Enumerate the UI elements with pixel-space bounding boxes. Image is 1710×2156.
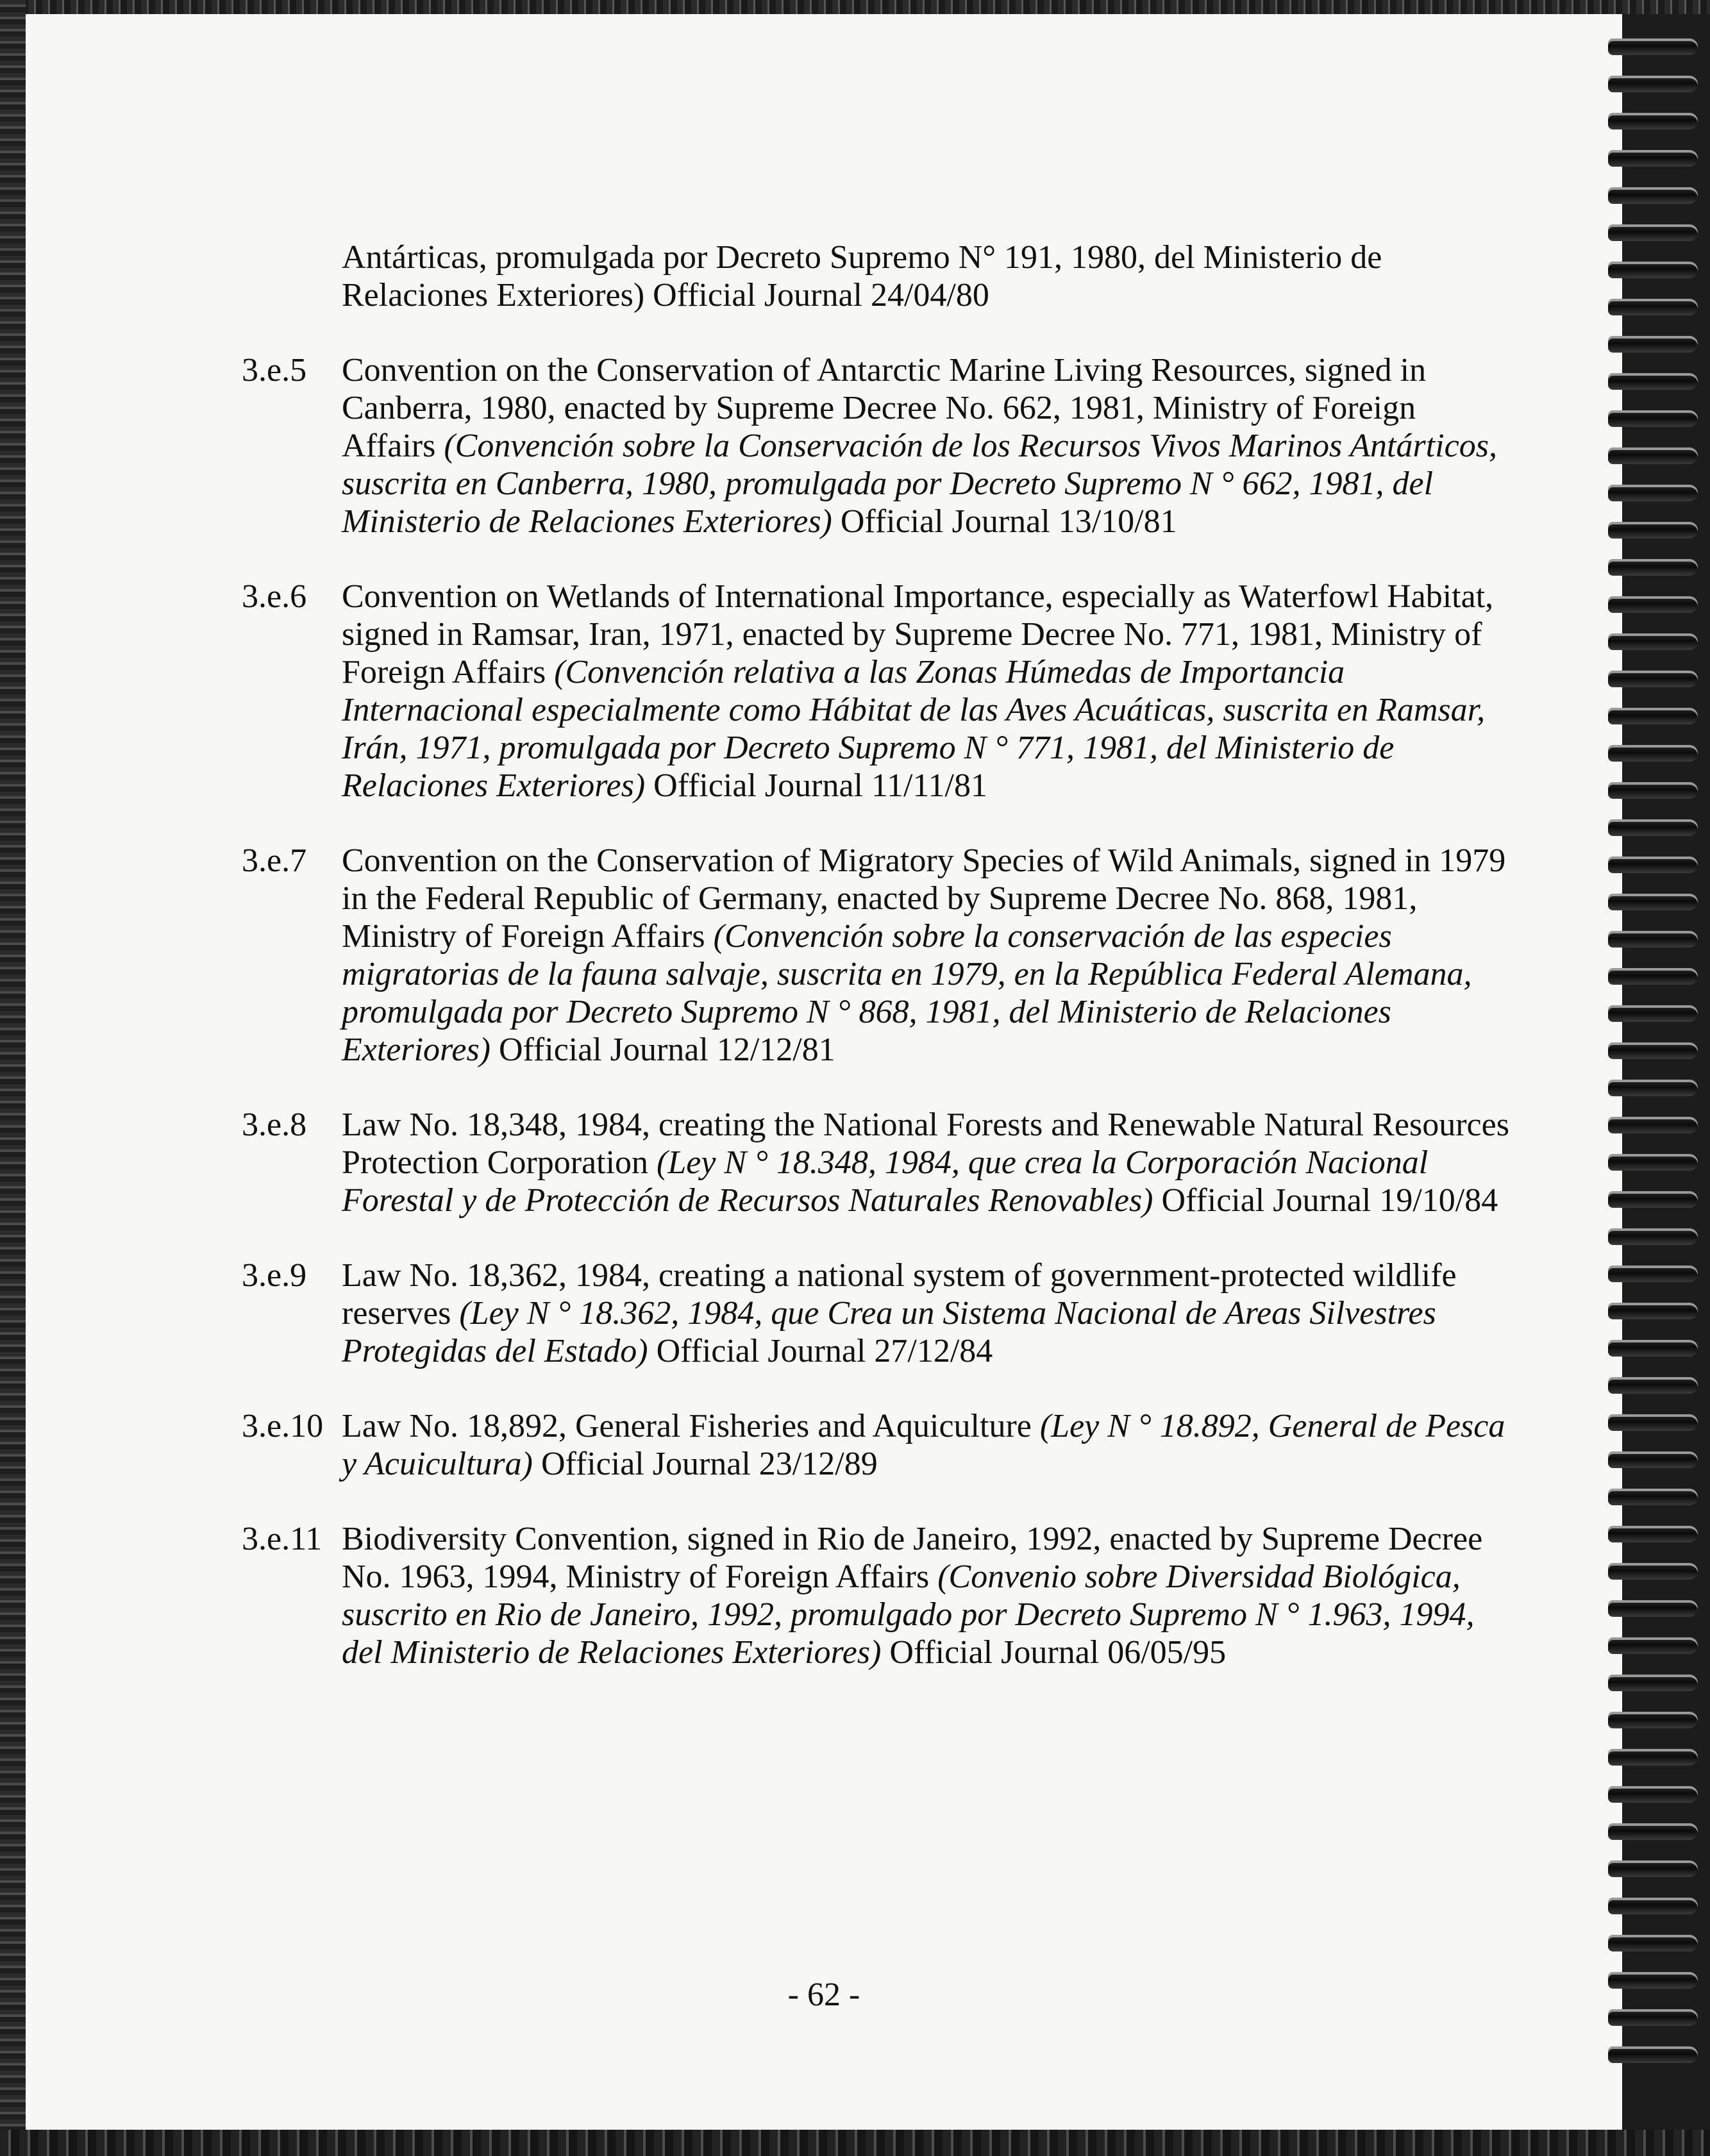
spiral-coil	[1608, 559, 1698, 576]
spiral-coil	[1608, 1637, 1698, 1654]
paper-sheet	[26, 14, 1622, 2130]
spiral-coil	[1608, 1898, 1698, 1914]
spiral-coil	[1608, 1005, 1698, 1022]
spiral-coil	[1608, 1675, 1698, 1691]
spiral-coil	[1608, 1823, 1698, 1840]
spiral-coil	[1608, 1414, 1698, 1431]
item-number: 3.e.7	[242, 842, 307, 879]
item-journal: Official Journal 12/12/81	[490, 1032, 835, 1068]
spiral-coil	[1608, 1712, 1698, 1728]
item-spanish: (Ley N ° 18.892, General de Pesca y Acuicultura)	[342, 1408, 1505, 1482]
item-english: Convention on the Conservation of Migratory Species of Wild Animals, signed in 1979 in the Federal Republic of Germany, enacted by Supreme Decree No. 868, 1981, Ministry of Foreign Affairs	[342, 842, 1506, 955]
list-item	[242, 1407, 1511, 1483]
item-text	[342, 1407, 1511, 1483]
item-spanish: (Convención sobre la conservación de las especies migratorias de la fauna salvaje, suscrita en 1979, en la República Federal Alemana, promulgada por Decreto Supremo N ° 868, 1981, del Ministerio de Relaciones Exteriores)	[342, 918, 1472, 1068]
item-number: 3.e.8	[242, 1107, 307, 1143]
spiral-coil	[1608, 633, 1698, 650]
item-text	[342, 1106, 1511, 1219]
continuation-line-2: Relaciones Exteriores) Official Journal 24/04/80	[342, 277, 989, 313]
spiral-coil	[1608, 1451, 1698, 1468]
spiral-coil	[1608, 150, 1698, 167]
spiral-coil	[1608, 224, 1698, 241]
spiral-coil	[1608, 299, 1698, 315]
page-number: - 62 -	[787, 1976, 860, 2013]
spiral-coil	[1608, 485, 1698, 501]
item-journal: Official Journal 11/11/81	[645, 767, 988, 804]
spiral-coil	[1608, 1042, 1698, 1059]
item-journal: Official Journal 13/10/81	[832, 503, 1177, 540]
spiral-coil	[1608, 1935, 1698, 1951]
item-number: 3.e.11	[242, 1521, 323, 1557]
spiral-coil	[1608, 857, 1698, 873]
spiral-coil	[1608, 1860, 1698, 1877]
spiral-coil	[1608, 1266, 1698, 1282]
spiral-coil	[1608, 1563, 1698, 1580]
spiral-coil	[1608, 1972, 1698, 1989]
spiral-coil	[1608, 1191, 1698, 1208]
item-english: Biodiversity Convention, signed in Rio de Janeiro, 1992, enacted by Supreme Decree No. 1963, 1994, Ministry of Foreign Affairs	[342, 1521, 1483, 1595]
spiral-coil	[1608, 2046, 1698, 2063]
spiral-coil	[1608, 1340, 1698, 1357]
spiral-coil	[1608, 522, 1698, 539]
spiral-coil	[1608, 968, 1698, 985]
item-english: Law No. 18,362, 1984, creating a national system of government-protected wildlife reserves	[342, 1257, 1457, 1332]
spiral-coil	[1608, 1154, 1698, 1171]
spiral-coil	[1608, 410, 1698, 427]
spiral-coil	[1608, 671, 1698, 687]
spiral-coil	[1608, 782, 1698, 799]
item-journal: Official Journal 06/05/95	[881, 1634, 1227, 1671]
list-item	[242, 351, 1511, 540]
spiral-coil	[1608, 262, 1698, 278]
spiral-coil	[1608, 2009, 1698, 2026]
item-spanish: (Ley N ° 18.348, 1984, que crea la Corporación Nacional Forestal y de Protección de Recursos Naturales Renovables)	[342, 1144, 1429, 1219]
spiral-coil	[1608, 1228, 1698, 1245]
item-spanish: (Convención relativa a las Zonas Húmedas de Importancia Internacional especialmente como Hábitat de las Aves Acuáticas, suscrita en Ramsar, Irán, 1971, promulgada por Decreto Supremo N ° 771, 1981, del Ministerio de Relaciones Exteriores)	[342, 654, 1486, 804]
spiral-coil	[1608, 819, 1698, 836]
spiral-coil	[1608, 894, 1698, 910]
item-number: 3.e.5	[242, 352, 307, 389]
spiral-coil	[1608, 76, 1698, 92]
item-english: Law No. 18,348, 1984, creating the National Forests and Renewable Natural Resources Protection Corporation	[342, 1107, 1509, 1181]
spiral-coil	[1608, 1786, 1698, 1803]
spiral-coil	[1608, 1600, 1698, 1617]
scan-edge-top	[0, 0, 1710, 14]
spiral-coil	[1608, 708, 1698, 724]
spiral-coil	[1608, 187, 1698, 204]
spiral-coil	[1608, 336, 1698, 353]
spiral-coil	[1608, 1489, 1698, 1505]
item-text	[342, 1257, 1511, 1370]
spiral-coil	[1608, 1080, 1698, 1096]
list-item	[242, 578, 1511, 805]
spiral-coil	[1608, 113, 1698, 130]
spiral-binding	[1597, 38, 1710, 2128]
spiral-coil	[1608, 373, 1698, 390]
list-item	[242, 1257, 1511, 1370]
scan-edge-left	[0, 0, 26, 2156]
item-spanish: (Convención sobre la Conservación de los Recursos Vivos Marinos Antárticos, suscrita en Canberra, 1980, promulgada por Decreto Supremo N ° 662, 1981, del Ministerio de Relaciones Exteriores)	[342, 428, 1497, 540]
spiral-coil	[1608, 596, 1698, 613]
spiral-coil	[1608, 1526, 1698, 1542]
scan-edge-bottom	[0, 2130, 1710, 2156]
spiral-coil	[1608, 38, 1698, 55]
spiral-coil	[1608, 1303, 1698, 1319]
spiral-coil	[1608, 1117, 1698, 1133]
item-english: Law No. 18,892, General Fisheries and Aquiculture	[342, 1408, 1040, 1444]
list-item	[242, 842, 1511, 1069]
item-number: 3.e.10	[242, 1408, 324, 1444]
item-text	[342, 1520, 1511, 1671]
item-english: Convention on the Conservation of Antarctic Marine Living Resources, signed in Canberra, 1980, enacted by Supreme Decree No. 662, 1981, Ministry of Foreign Affairs	[342, 352, 1427, 464]
item-number: 3.e.9	[242, 1257, 307, 1294]
item-journal: Official Journal 19/10/84	[1153, 1182, 1498, 1219]
spiral-coil	[1608, 1377, 1698, 1394]
item-spanish: (Convenio sobre Diversidad Biológica, suscrito en Rio de Janeiro, 1992, promulgado por Decreto Supremo N ° 1.963, 1994, del Ministerio de Relaciones Exteriores)	[342, 1559, 1475, 1671]
continuation-paragraph	[342, 238, 1511, 314]
spiral-coil	[1608, 931, 1698, 948]
item-text	[342, 842, 1511, 1069]
list-item	[242, 1106, 1511, 1219]
item-text	[342, 351, 1511, 540]
item-number: 3.e.6	[242, 578, 307, 615]
item-journal: Official Journal 23/12/89	[532, 1446, 878, 1482]
item-journal: Official Journal 27/12/84	[648, 1333, 993, 1369]
continuation-line-1: Antárticas, promulgada por Decreto Supremo N° 191, 1980, del Ministerio de	[342, 239, 1382, 276]
document-body	[242, 238, 1511, 1709]
item-spanish: (Ley N ° 18.362, 1984, que Crea un Sistema Nacional de Areas Silvestres Protegidas del Estado)	[342, 1295, 1436, 1369]
spiral-coil	[1608, 745, 1698, 762]
spiral-coil	[1608, 447, 1698, 464]
item-text	[342, 578, 1511, 805]
list-item	[242, 1520, 1511, 1671]
item-english: Convention on Wetlands of International Importance, especially as Waterfowl Habitat, signed in Ramsar, Iran, 1971, enacted by Supreme Decree No. 771, 1981, Ministry of Foreign Affairs	[342, 578, 1494, 690]
spiral-coil	[1608, 1749, 1698, 1766]
